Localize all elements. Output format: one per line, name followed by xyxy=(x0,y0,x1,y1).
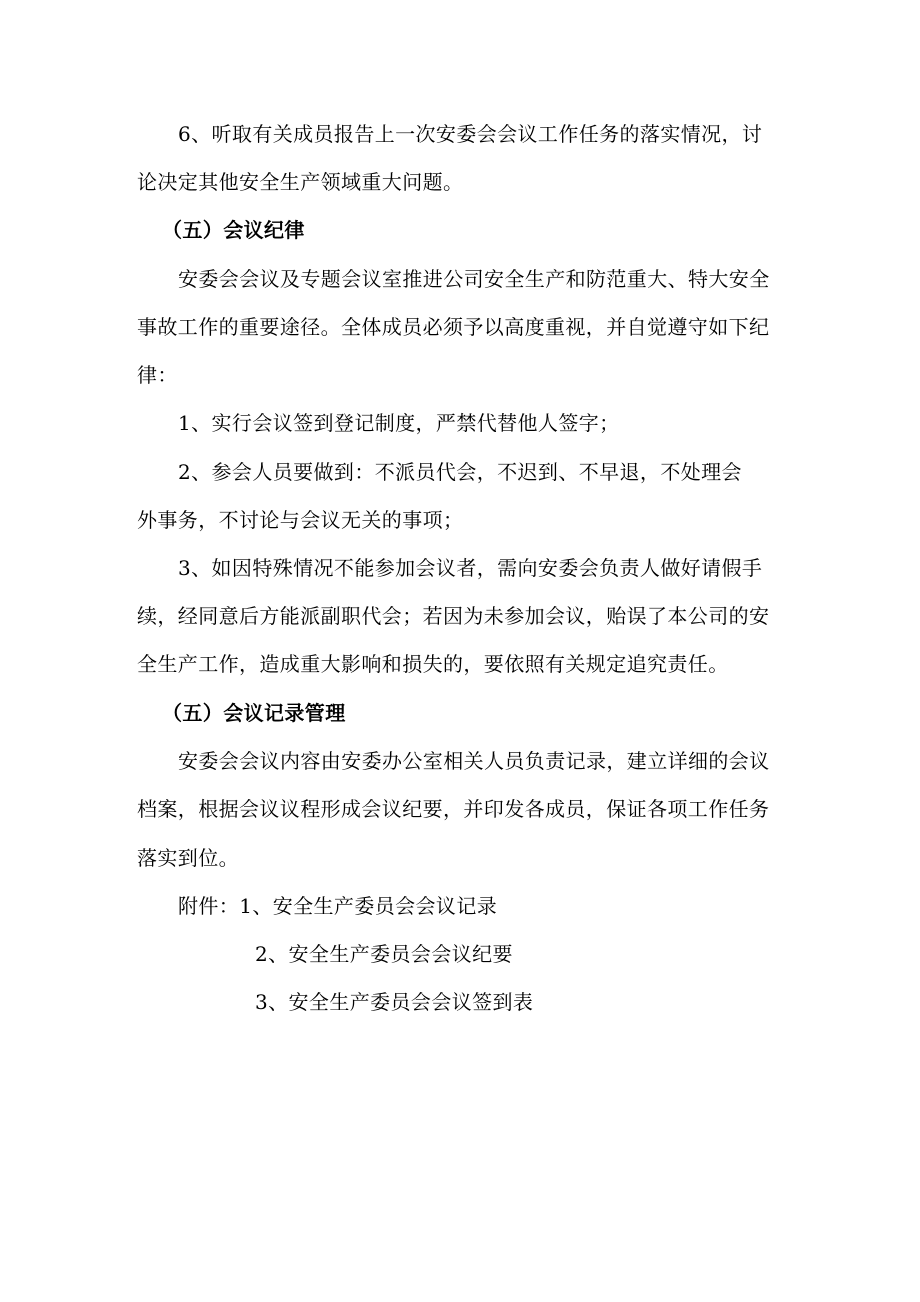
discipline-rule-2-line-2: 外事务，不讨论与会议无关的事项； xyxy=(137,508,464,532)
records-body-line-2: 档案，根据会议议程形成会议纪要，并印发各成员，保证各项工作任务 xyxy=(137,797,770,821)
item6-line-2: 论决定其他安全生产领域重大问题。 xyxy=(137,170,464,194)
records-body-line-1: 安委会会议内容由安委办公室相关人员负责记录，建立详细的会议 xyxy=(178,749,770,773)
discipline-rule-3-line-1: 3、如因特殊情况不能参加会议者，需向安委会负责人做好请假手 xyxy=(178,556,763,580)
attachment-item-3: 3、安全生产委员会会议签到表 xyxy=(255,990,534,1014)
discipline-rule-3-line-3: 全生产工作，造成重大影响和损失的，要依照有关规定追究责任。 xyxy=(137,652,729,676)
discipline-intro-line-2: 事故工作的重要途径。全体成员必须予以高度重视，并自觉遵守如下纪 xyxy=(137,315,770,339)
discipline-intro-line-3: 律： xyxy=(137,363,178,387)
attachment-item-1: 附件：1、安全生产委员会会议记录 xyxy=(178,894,498,918)
section-heading-records: （五）会议记录管理 xyxy=(162,701,346,725)
records-body-line-3: 落实到位。 xyxy=(137,846,239,870)
attachment-item-2: 2、安全生产委员会会议纪要 xyxy=(255,942,513,966)
item6-line-1: 6、听取有关成员报告上一次安委会会议工作任务的落实情况，讨 xyxy=(178,122,763,146)
discipline-rule-3-line-2: 续，经同意后方能派副职代会；若因为未参加会议，贻误了本公司的安 xyxy=(137,604,770,628)
discipline-intro-line-1: 安委会会议及专题会议室推进公司安全生产和防范重大、特大安全 xyxy=(178,267,770,291)
section-heading-discipline: （五）会议纪律 xyxy=(162,218,305,242)
discipline-rule-1: 1、实行会议签到登记制度，严禁代替他人签字； xyxy=(178,411,620,435)
discipline-rule-2-line-1: 2、参会人员要做到：不派员代会，不迟到、不早退，不处理会 xyxy=(178,460,742,484)
